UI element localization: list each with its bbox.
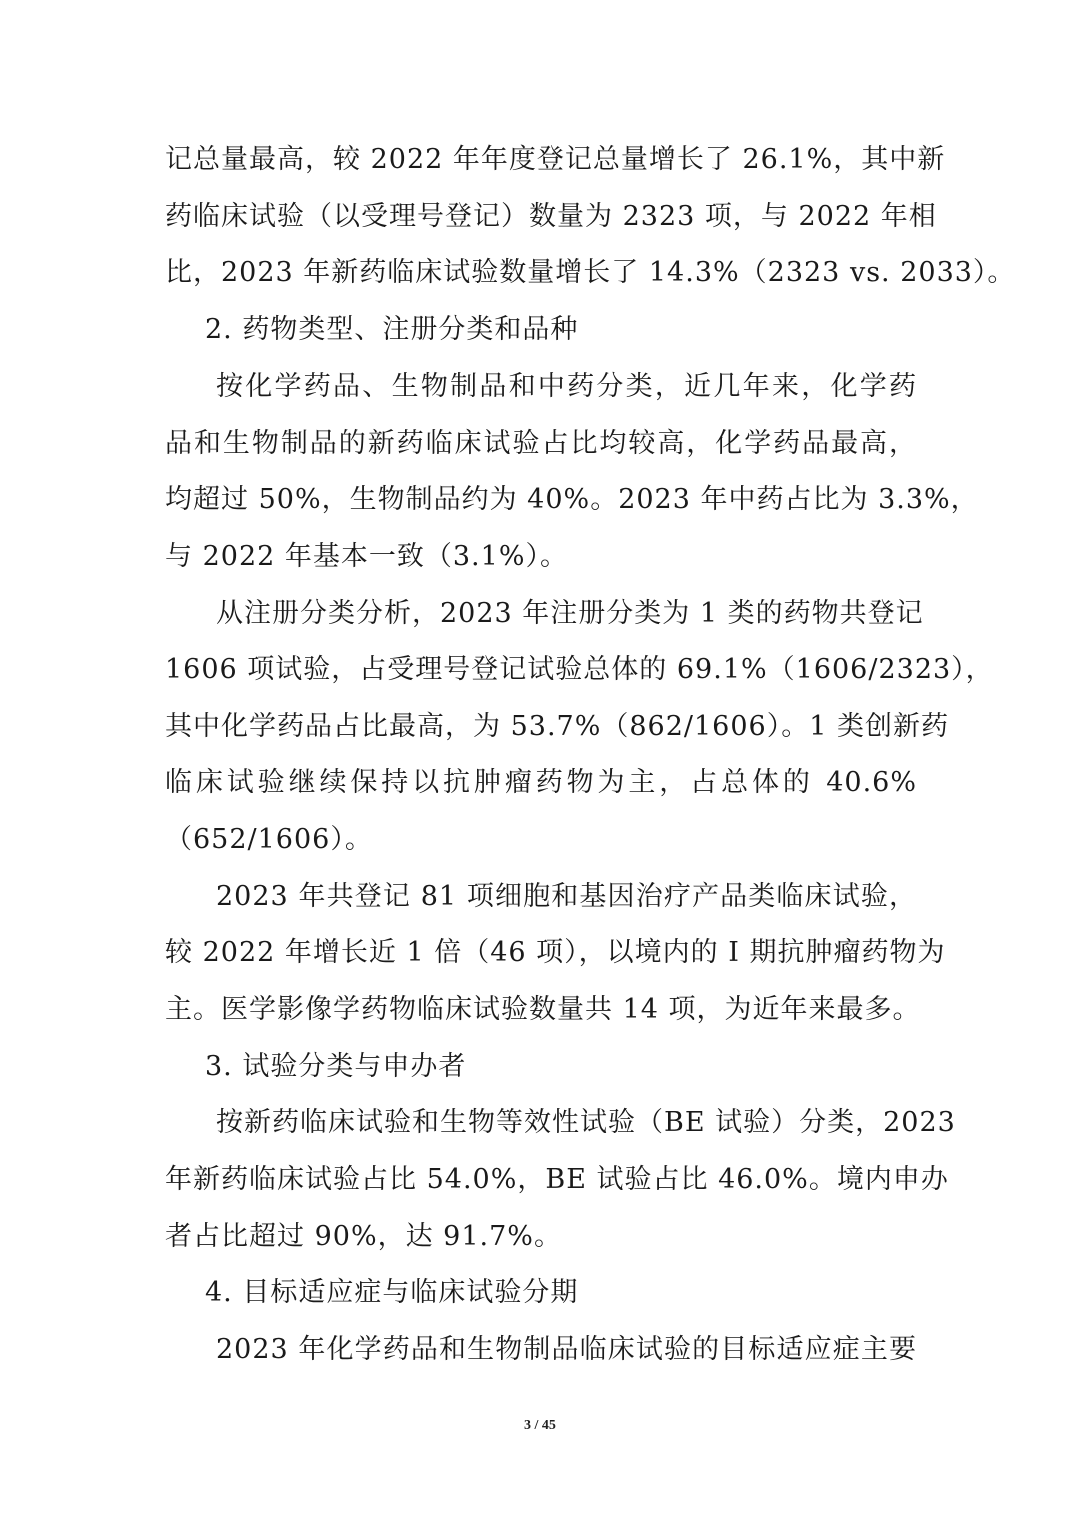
text-line: （652/1606）。 bbox=[165, 824, 373, 855]
text-line: 年新药临床试验占比 54.0%，BE 试验占比 46.0%。境内申办 bbox=[165, 1164, 949, 1195]
text-line: 与 2022 年基本一致（3.1%）。 bbox=[165, 541, 568, 572]
section-heading: 2. 药物类型、注册分类和品种 bbox=[205, 314, 579, 345]
text-line: 记总量最高，较 2022 年年度登记总量增长了 26.1%，其中新 bbox=[165, 144, 946, 175]
text-line: 临床试验继续保持以抗肿瘤药物为主，占总体的 40.6% bbox=[165, 767, 917, 798]
text-line: 者占比超过 90%，达 91.7%。 bbox=[165, 1221, 562, 1252]
section-heading: 4. 目标适应症与临床试验分期 bbox=[205, 1277, 579, 1308]
text-line: 主。医学影像学药物临床试验数量共 14 项，为近年来最多。 bbox=[165, 994, 921, 1025]
text-line: 从注册分类分析，2023 年注册分类为 1 类的药物共登记 bbox=[216, 598, 924, 629]
section-heading: 3. 试验分类与申办者 bbox=[205, 1051, 467, 1082]
text-line: 比，2023 年新药临床试验数量增长了 14.3%（2323 vs. 2033）。 bbox=[165, 257, 1016, 288]
text-line: 品和生物制品的新药临床试验占比均较高，化学药品最高， bbox=[165, 428, 917, 459]
text-line: 1606 项试验，占受理号登记试验总体的 69.1%（1606/2323）， bbox=[165, 654, 994, 685]
text-line: 均超过 50%，生物制品约为 40%。2023 年中药占比为 3.3%， bbox=[165, 484, 979, 515]
text-line: 按新药临床试验和生物等效性试验（BE 试验）分类，2023 bbox=[216, 1107, 956, 1138]
text-line: 2023 年化学药品和生物制品临床试验的目标适应症主要 bbox=[216, 1334, 917, 1365]
text-line: 其中化学药品占比最高，为 53.7%（862/1606）。1 类创新药 bbox=[165, 711, 949, 742]
text-line: 2023 年共登记 81 项细胞和基因治疗产品类临床试验， bbox=[216, 881, 917, 912]
text-line: 按化学药品、生物制品和中药分类，近几年来，化学药 bbox=[216, 371, 917, 402]
text-line: 药临床试验（以受理号登记）数量为 2323 项，与 2022 年相 bbox=[165, 201, 937, 232]
page-number: 3 / 45 bbox=[524, 1418, 556, 1433]
text-line: 较 2022 年增长近 1 倍（46 项），以境内的 I 期抗肿瘤药物为 bbox=[165, 937, 946, 968]
